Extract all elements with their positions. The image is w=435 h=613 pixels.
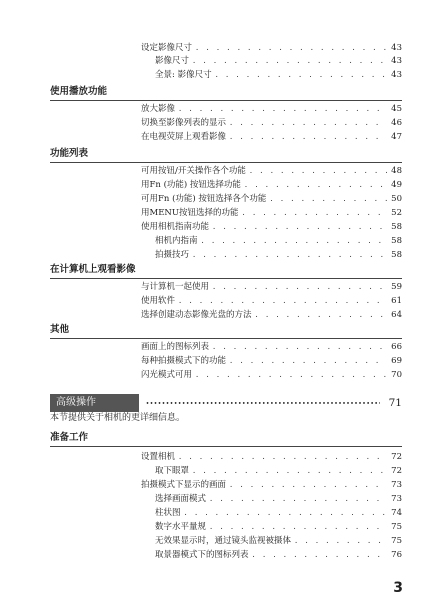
leader-dots — [269, 193, 387, 205]
toc-entry-label: 用MENU按钮选择的功能 — [141, 208, 239, 218]
leader-dots — [209, 493, 387, 505]
leader-dots — [192, 55, 387, 67]
toc-entry-page: 48 — [391, 166, 402, 176]
toc-entry-label: 无效果显示时，通过镜头监视被摄体 — [155, 536, 292, 546]
leader-dots — [212, 341, 387, 353]
toc-entry-page: 70 — [391, 370, 402, 380]
toc-entry — [141, 165, 402, 177]
toc-entry-page: 50 — [391, 194, 402, 204]
toc-entry — [155, 69, 402, 81]
section-heading: 使用播放功能 — [50, 85, 402, 101]
toc-entry — [155, 549, 402, 561]
leader-dots — [294, 535, 387, 547]
page-number: 3 — [393, 580, 403, 596]
toc-entry-label: 设置相机 — [141, 452, 176, 462]
toc-entry — [155, 507, 402, 519]
toc-entry-page: 59 — [391, 282, 402, 292]
toc-entry — [141, 369, 402, 381]
leader-dots — [195, 369, 387, 381]
toc-entry-label: 切换至影像列表的显示 — [141, 118, 227, 128]
advanced-operations-heading — [50, 394, 402, 412]
toc-entry-label: 选择创建动态影像光盘的方法 — [141, 310, 252, 320]
leader-dots — [229, 117, 387, 129]
toc-entry-label: 相机内指南 — [155, 236, 198, 246]
toc-entry-page: 49 — [391, 180, 402, 190]
leader-dots — [212, 221, 387, 233]
toc-entry-label: 画面上的图标列表 — [141, 342, 210, 352]
toc-entry-page: 45 — [391, 104, 402, 114]
toc-entry — [155, 235, 402, 247]
leader-dots — [229, 131, 387, 143]
toc-entry-page: 74 — [391, 508, 402, 518]
leader-dots — [229, 479, 387, 491]
toc-entry-page: 73 — [391, 494, 402, 504]
toc-entry-page: 66 — [391, 342, 402, 352]
section-heading: 准备工作 — [50, 431, 402, 447]
leader-dots — [178, 451, 387, 463]
toc-entry-page: 64 — [391, 310, 402, 320]
toc-entry-label: 每种拍摄模式下的功能 — [141, 356, 227, 366]
toc-entry-page: 73 — [391, 480, 402, 490]
toc-entry — [141, 309, 402, 321]
leader-dots — [252, 549, 387, 561]
leader-dots — [255, 309, 387, 321]
toc-entry-label: 使用软件 — [141, 296, 176, 306]
leader-dots — [192, 249, 387, 261]
leader-dots — [212, 281, 387, 293]
leader-dots — [215, 69, 387, 81]
toc-entry-label: 与计算机一起使用 — [141, 282, 210, 292]
toc-entry-label: 用Fn (功能) 按钮选择功能 — [141, 180, 241, 190]
toc-entry — [141, 117, 402, 129]
section-heading: 在计算机上观看影像 — [50, 263, 402, 279]
toc-entry-page: 43 — [391, 70, 402, 80]
leader-dots — [249, 165, 387, 177]
toc-entry — [155, 521, 402, 533]
toc-entry-page: 75 — [391, 536, 402, 546]
toc-entry — [155, 55, 402, 67]
toc-entry-label: 数字水平量规 — [155, 522, 207, 532]
toc-entry — [155, 465, 402, 477]
leader-dots — [201, 235, 387, 247]
toc-entry-label: 可用按钮/开关操作各个功能 — [141, 166, 246, 176]
leader-dots — [229, 355, 387, 367]
toc-entry-page: 61 — [391, 296, 402, 306]
toc-entry-page: 47 — [391, 132, 402, 142]
toc-entry-label: 取下眼罩 — [155, 466, 190, 476]
toc-entry — [141, 179, 402, 191]
toc-entry — [141, 131, 402, 143]
intro-text: 本节提供关于相机的更详细信息。 — [50, 413, 186, 423]
toc-entry-label: 选择画面模式 — [155, 494, 207, 504]
advanced-operations-page: 71 — [388, 397, 402, 409]
leader-dots — [184, 507, 387, 519]
toc-entry-label: 闪光模式可用 — [141, 370, 193, 380]
leader-dots — [146, 394, 380, 413]
toc-entry — [141, 295, 402, 307]
toc-entry-label: 取景器模式下的图标列表 — [155, 550, 249, 560]
toc-entry — [141, 281, 402, 293]
toc-entry — [155, 493, 402, 505]
toc-entry-page: 72 — [391, 452, 402, 462]
toc-entry — [141, 221, 402, 233]
toc-entry — [141, 42, 402, 54]
toc-entry-label: 柱状图 — [155, 508, 181, 518]
toc-entry — [155, 535, 402, 547]
toc-entry-label: 使用相机指南功能 — [141, 222, 210, 232]
leader-dots — [192, 465, 387, 477]
toc-entry-label: 设定影像尺寸 — [141, 43, 193, 53]
advanced-operations-label: 高级操作 — [50, 394, 139, 412]
toc-entry — [141, 479, 402, 491]
leader-dots — [242, 207, 387, 219]
toc-entry-label: 拍摄模式下显示的画面 — [141, 480, 227, 490]
toc-entry-label: 影像尺寸 — [155, 56, 190, 66]
toc-entry-page: 52 — [391, 208, 402, 218]
section-heading: 功能列表 — [50, 147, 402, 163]
toc-entry-page: 58 — [391, 236, 402, 246]
toc-entry-page: 43 — [391, 56, 402, 66]
toc-entry-page: 72 — [391, 466, 402, 476]
leader-dots — [209, 521, 387, 533]
toc-entry-page: 76 — [391, 550, 402, 560]
toc-entry-label: 拍摄技巧 — [155, 250, 190, 260]
toc-entry-page: 69 — [391, 356, 402, 366]
toc-entry — [141, 193, 402, 205]
toc-entry-label: 在电视荧屏上观看影像 — [141, 132, 227, 142]
toc-entry-page: 58 — [391, 222, 402, 232]
leader-dots — [178, 103, 387, 115]
section-heading: 其他 — [50, 323, 402, 339]
leader-dots — [244, 179, 387, 191]
toc-entry — [141, 207, 402, 219]
toc-entry-page: 75 — [391, 522, 402, 532]
toc-entry-page: 46 — [391, 118, 402, 128]
toc-entry — [141, 355, 402, 367]
toc-entry — [155, 249, 402, 261]
toc-entry — [141, 103, 402, 115]
toc-entry — [141, 341, 402, 353]
toc-entry-label: 全景: 影像尺寸 — [155, 70, 212, 80]
toc-entry-page: 58 — [391, 250, 402, 260]
leader-dots — [178, 295, 387, 307]
leader-dots — [195, 42, 387, 54]
toc-entry-page: 43 — [391, 43, 402, 53]
toc-entry-label: 放大影像 — [141, 104, 176, 114]
toc-entry — [141, 451, 402, 463]
toc-entry-label: 可用Fn (功能) 按钮选择各个功能 — [141, 194, 267, 204]
